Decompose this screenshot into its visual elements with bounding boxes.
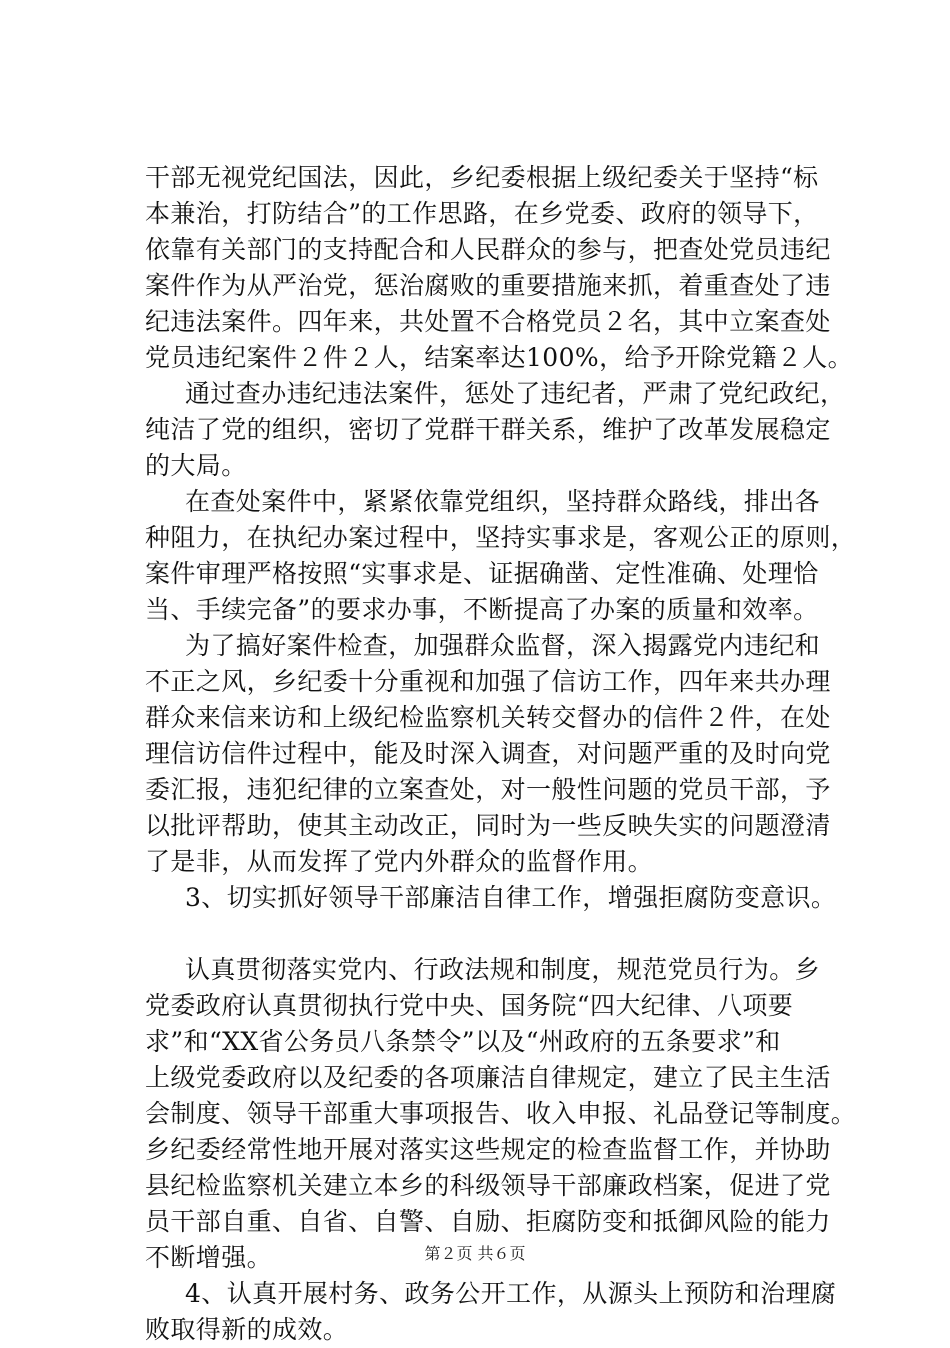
page-number-label: 第２页 共６页 (424, 1244, 526, 1263)
text-line: 党委政府认真贯彻执行党中央、国务院“四大纪律、八项要 (145, 991, 794, 1020)
text-line: 群众来信来访和上级纪检监察机关转交督办的信件２件，在处 (145, 703, 831, 732)
text-line: 种阻力，在执纪办案过程中，坚持实事求是，客观公正的原则， (145, 523, 857, 552)
section-heading: 4、认真开展村务、政务公开工作，从源头上预防和治理腐 (185, 1279, 837, 1308)
section-heading: 3、切实抓好领导干部廉洁自律工作，增强拒腐防变意识。 (185, 883, 837, 912)
text-line: 乡纪委经常性地开展对落实这些规定的检查监督工作，并协助 (145, 1135, 831, 1164)
text-line: 纯洁了党的组织，密切了党群干群关系，维护了改革发展稳定 (145, 415, 831, 444)
text-line: 了是非，从而发挥了党内外群众的监督作用。 (145, 847, 654, 876)
text-line: 案件审理严格按照“实事求是、证据确凿、定性准确、处理恰 (145, 559, 819, 588)
text-line: 本兼治，打防结合”的工作思路，在乡党委、政府的领导下， (145, 199, 819, 228)
text-line: 当、手续完备”的要求办事，不断提高了办案的质量和效率。 (145, 595, 819, 624)
paragraph-first-line: 在查处案件中，紧紧依靠党组织，坚持群众路线，排出各 (185, 487, 821, 516)
text-line: 会制度、领导干部重大事项报告、收入申报、礼品登记等制度。 (145, 1099, 857, 1128)
text-line: 依靠有关部门的支持配合和人民群众的参与，把查处党员违纪 (145, 235, 831, 264)
paragraph-first-line: 认真贯彻落实党内、行政法规和制度，规范党员行为。乡 (185, 955, 821, 984)
text-line: 党员违纪案件２件２人，结案率达100%，给予开除党籍２人。 (145, 343, 854, 372)
text-line: 败取得新的成效。 (145, 1315, 349, 1344)
text-line: 以批评帮助，使其主动改正，同时为一些反映失实的问题澄清 (145, 811, 831, 840)
text-line: 上级党委政府以及纪委的各项廉洁自律规定，建立了民主生活 (145, 1063, 831, 1092)
text-line: 理信访信件过程中，能及时深入调查，对问题严重的及时向党 (145, 739, 831, 768)
paragraph-first-line: 通过查办违纪违法案件，惩处了违纪者，严肃了党纪政纪， (185, 379, 846, 408)
text-line: 员干部自重、自省、自警、自励、拒腐防变和抵御风险的能力 (145, 1207, 831, 1236)
text-line: 的大局。 (145, 451, 247, 480)
text-line: 不断增强。 (145, 1243, 273, 1272)
text-line: 县纪检监察机关建立本乡的科级领导干部廉政档案，促进了党 (145, 1171, 831, 1200)
text-line: 不正之风，乡纪委十分重视和加强了信访工作，四年来共办理 (145, 667, 831, 696)
page-footer (0, 1241, 950, 1264)
text-line: 案件作为从严治党，惩治腐败的重要措施来抓，着重查处了违 (145, 271, 831, 300)
paragraph-first-line: 为了搞好案件检查，加强群众监督，深入揭露党内违纪和 (185, 631, 821, 660)
text-line: 干部无视党纪国法，因此，乡纪委根据上级纪委关于坚持“标 (145, 163, 819, 192)
text-line: 纪违法案件。四年来，共处置不合格党员２名，其中立案查处 (145, 307, 831, 336)
text-line: 委汇报，违犯纪律的立案查处，对一般性问题的党员干部，予 (145, 775, 831, 804)
document-body (145, 160, 857, 1348)
text-line: 求”和“XX省公务员八条禁令”以及“州政府的五条要求”和 (145, 1027, 781, 1056)
paragraph-gap (145, 916, 845, 952)
